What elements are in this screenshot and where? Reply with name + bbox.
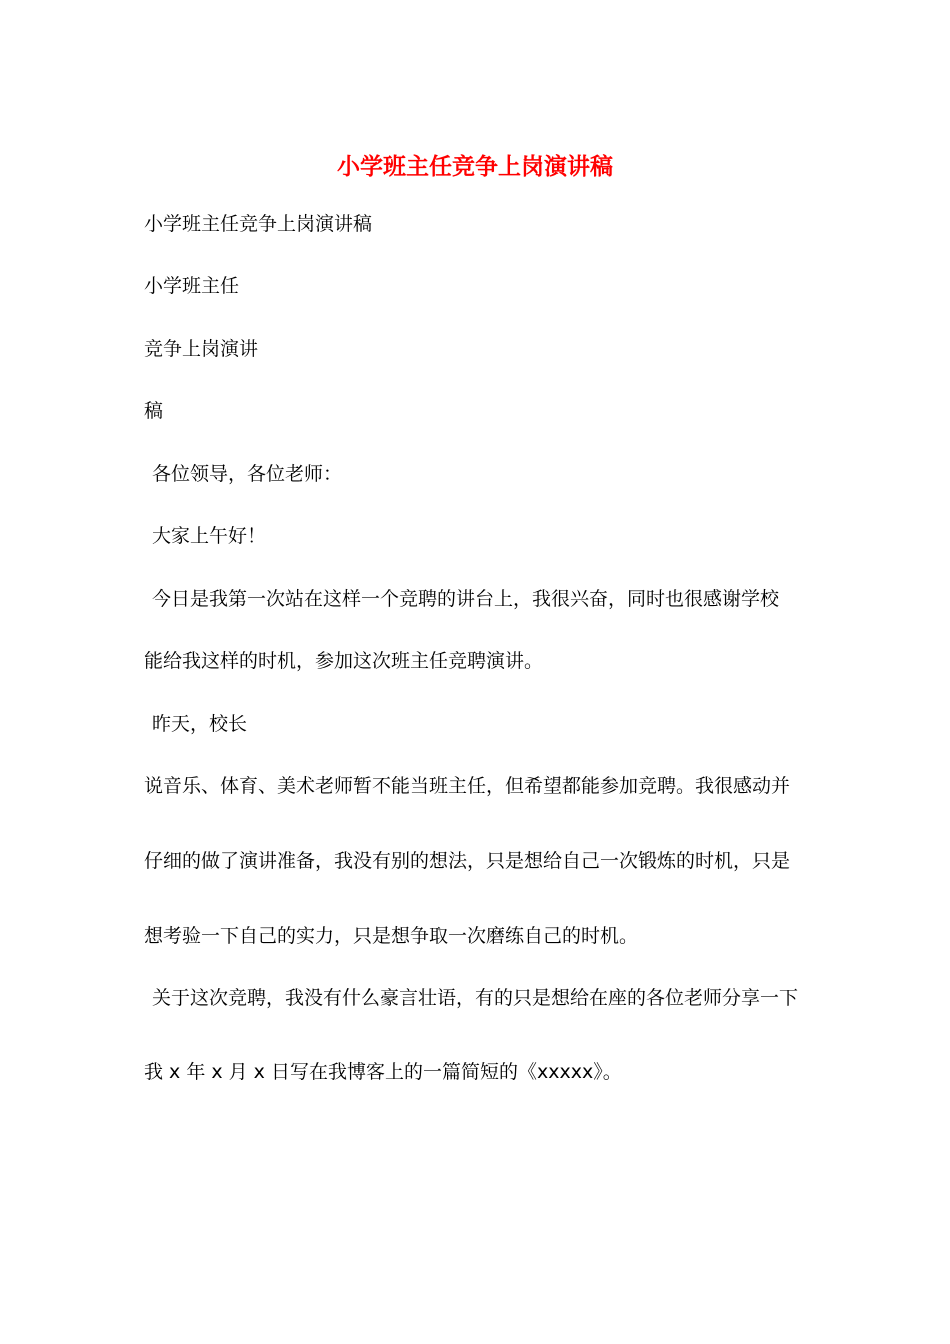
paragraph-line: 说音乐、体育、美术老师暂不能当班主任，但希望都能参加竞聘。我很感动并 — [144, 775, 791, 797]
paragraph-line: 小学班主任竞争上岗演讲稿 — [144, 213, 373, 235]
paragraph-line: 关于这次竞聘，我没有什么豪言壮语，有的只是想给在座的各位老师分享一下 — [152, 987, 799, 1009]
paragraph-line: 今日是我第一次站在这样一个竞聘的讲台上，我很兴奋，同时也很感谢学校 — [152, 588, 780, 610]
paragraph-line: 昨天，校长 — [152, 713, 248, 735]
paragraph-line: 仔细的做了演讲准备，我没有别的想法，只是想给自己一次锻炼的时机，只是 — [144, 850, 791, 872]
paragraph-line: 大家上午好！ — [152, 525, 267, 547]
paragraph-line: 稿 — [144, 400, 164, 422]
paragraph-line: 我 x 年 x 月 x 日写在我博客上的一篇简短的《xxxxx》。 — [144, 1061, 622, 1083]
paragraph-line: 竞争上岗演讲 — [144, 338, 259, 360]
paragraph-line: 各位领导，各位老师： — [152, 463, 343, 485]
paragraph-line: 小学班主任 — [144, 275, 240, 297]
paragraph-line: 能给我这样的时机，参加这次班主任竞聘演讲。 — [144, 650, 544, 672]
paragraph-line: 想考验一下自己的实力，只是想争取一次磨练自己的时机。 — [144, 925, 639, 947]
document-title: 小学班主任竞争上岗演讲稿 — [337, 153, 613, 180]
